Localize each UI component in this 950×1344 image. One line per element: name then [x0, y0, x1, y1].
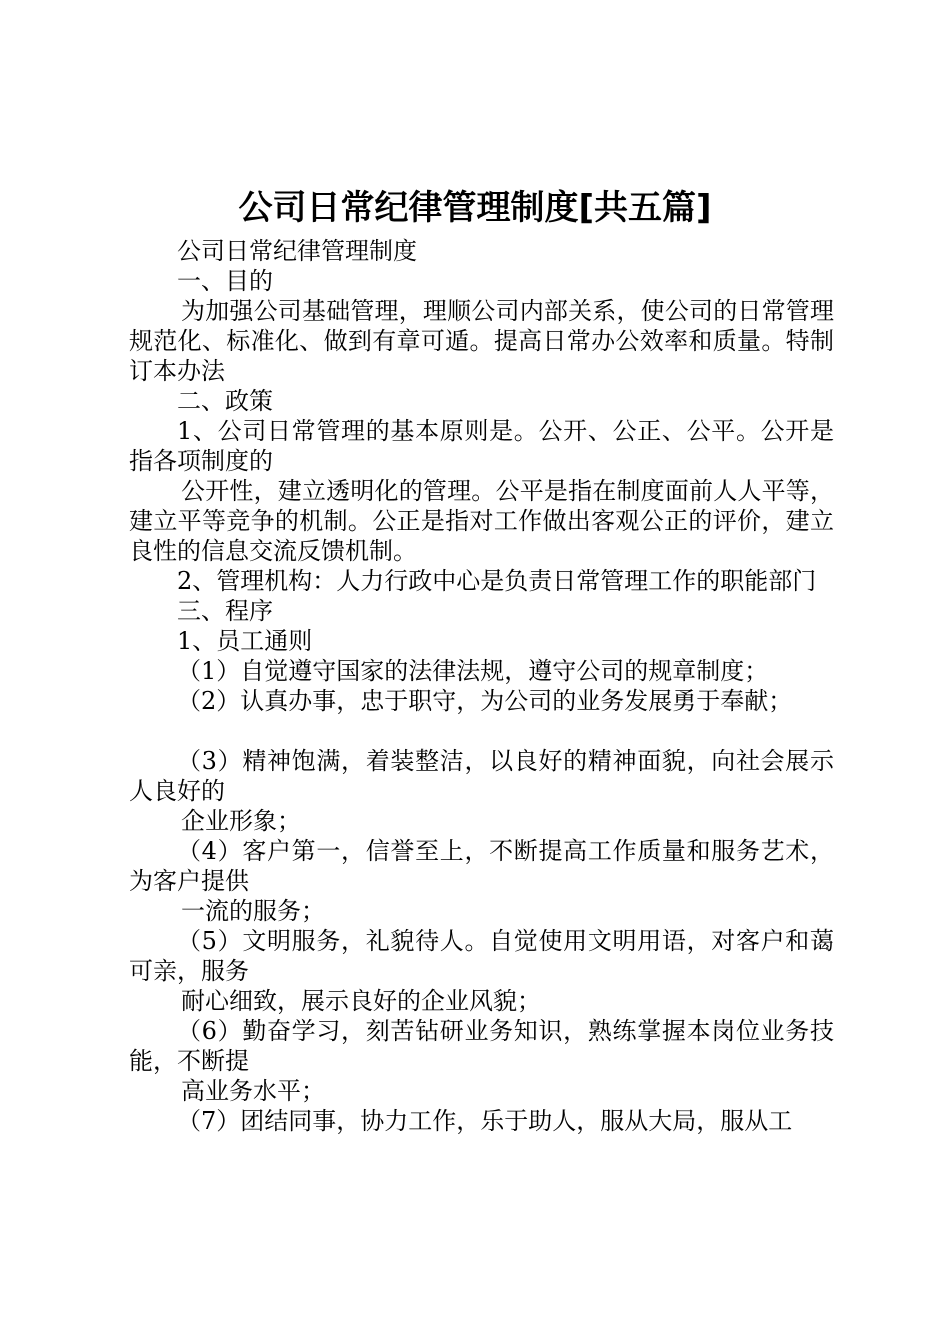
list-item-rule-1: （1）自觉遵守国家的法律法规，遵守公司的规章制度；	[177, 657, 769, 685]
list-item-rule-3-continued: 企业形象；	[181, 807, 301, 835]
list-item-rule-4: （4）客户第一，信誉至上，不断提高工作质量和服务艺术，为客户提供	[129, 837, 834, 895]
document-title: 公司日常纪律管理制度[共五篇]	[238, 188, 712, 228]
section-heading-purpose: 一、目的	[177, 267, 273, 295]
list-item-rule-6-continued: 高业务水平；	[181, 1077, 325, 1105]
paragraph-subtitle: 公司日常纪律管理制度	[177, 237, 417, 265]
list-item-rule-5: （5）文明服务，礼貌待人。自觉使用文明用语，对客户和蔼可亲，服务	[129, 927, 834, 985]
paragraph-gap	[129, 716, 834, 746]
paragraph-purpose: 为加强公司基础管理，理顺公司内部关系，使公司的日常管理规范化、标准化、做到有章可遁。提高日常办公效率和质量。特制订本办法	[129, 297, 834, 385]
subsection-heading-general-rules: 1、员工通则	[177, 627, 313, 655]
list-item-rule-2: （2）认真办事，忠于职守，为公司的业务发展勇于奉献；	[177, 687, 793, 715]
paragraph-policy-principle: 1、公司日常管理的基本原则是。公开、公正、公平。公开是指各项制度的	[129, 417, 834, 475]
section-heading-procedure: 三、程序	[177, 597, 273, 625]
document-body	[129, 236, 834, 1136]
list-item-rule-7: （7）团结同事，协力工作，乐于助人，服从大局，服从工	[177, 1107, 793, 1135]
section-heading-policy: 二、政策	[177, 387, 273, 415]
list-item-rule-4-continued: 一流的服务；	[181, 897, 325, 925]
list-item-rule-3: （3）精神饱满，着装整洁，以良好的精神面貌，向社会展示人良好的	[129, 747, 834, 805]
list-item-rule-5-continued: 耐心细致，展示良好的企业风貌；	[181, 987, 541, 1015]
list-item-rule-6: （6）勤奋学习，刻苦钻研业务知识，熟练掌握本岗位业务技能，不断提	[129, 1017, 834, 1075]
paragraph-policy-organization: 2、管理机构：人力行政中心是负责日常管理工作的职能部门	[177, 567, 817, 595]
paragraph-policy-explanation: 公开性，建立透明化的管理。公平是指在制度面前人人平等，建立平等竞争的机制。公正是指对工作做出客观公正的评价，建立良性的信息交流反馈机制。	[129, 477, 834, 565]
